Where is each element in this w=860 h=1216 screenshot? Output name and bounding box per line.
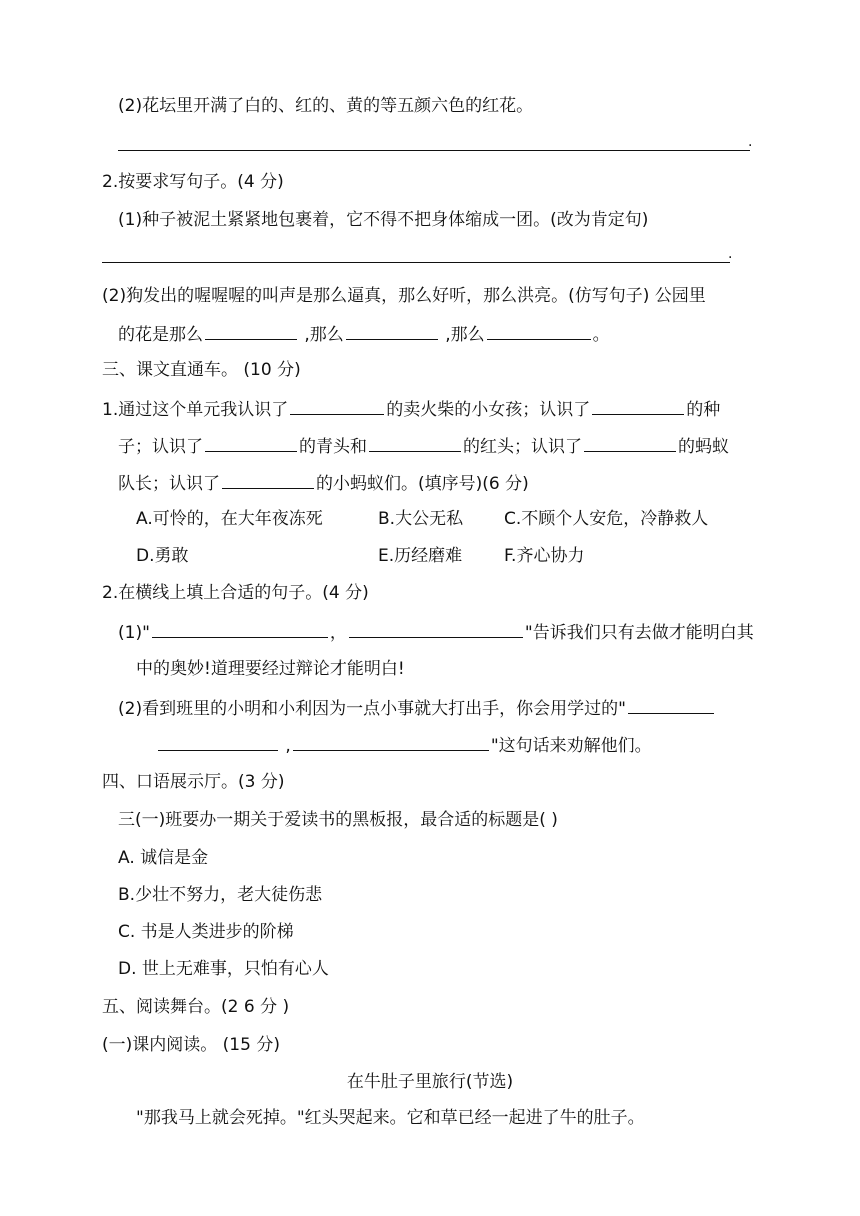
text-segment: 的种 (686, 400, 721, 420)
option-d: D. 世上无难事，只怕有心人 (118, 959, 329, 979)
question-text: 中的奥妙!道理要经过辩论才能明白! (136, 659, 405, 679)
option-b: B.少壮不努力，老大徒伤悲 (118, 885, 323, 905)
text-segment: 的青头和 (299, 437, 367, 457)
answer-blank[interactable] (158, 732, 278, 751)
option-a: A.可怜的，在大年夜冻死 (136, 509, 323, 529)
option-e: E.历经磨难 (378, 546, 463, 566)
text-segment: 。 (592, 325, 610, 345)
passage-text: "那我马上就会死掉。"红头哭起来。它和草已经一起进了牛的肚子。 (136, 1108, 645, 1128)
text-segment: 队长；认识了 (118, 474, 220, 494)
subsection-heading: (一)课内阅读。 (15 分) (102, 1035, 280, 1055)
text-segment: ,那么 (439, 325, 485, 345)
question-heading: 2.在横线上填上合适的句子。(4 分) (102, 583, 369, 603)
line-end-dot: . (748, 134, 753, 150)
text-segment: , (280, 736, 291, 756)
text-segment: (2)看到班里的小明和小利因为一点小事就大打出手，你会用学过的" (118, 699, 626, 719)
fill-in-line (118, 619, 754, 645)
question-text: (2)花坛里开满了白的、红的、黄的等五颜六色的红花。 (118, 96, 534, 116)
answer-blank[interactable] (592, 396, 684, 415)
answer-blank[interactable] (293, 732, 489, 751)
text-segment: "告诉我们只有去做才能明白其 (524, 623, 754, 643)
answer-blank[interactable] (369, 433, 461, 452)
line-end-dot: . (728, 246, 733, 262)
text-segment: (1)" (118, 623, 150, 643)
fill-in-line (156, 732, 652, 758)
option-b: B.大公无私 (378, 509, 464, 529)
answer-blank[interactable] (222, 470, 314, 489)
fill-in-line (118, 695, 716, 721)
text-segment: 的花是那么 (118, 325, 203, 345)
text-segment: 的卖火柴的小女孩；认识了 (386, 400, 591, 420)
section-heading: 五、阅读舞台。(2 6 分 ) (102, 997, 290, 1017)
text-segment: ,那么 (299, 325, 344, 345)
answer-blank[interactable] (487, 321, 591, 340)
question-text: (1)种子被泥土紧紧地包裹着，它不得不把身体缩成一团。(改为肯定句) (118, 210, 649, 230)
text-segment: 的蚂蚁 (678, 437, 729, 457)
fill-in-line (118, 433, 729, 459)
option-a: A. 诚信是金 (118, 848, 209, 868)
question-text: 三(一)班要办一期关于爱读书的黑板报，最合适的标题是( ) (118, 810, 558, 830)
answer-blank[interactable] (290, 396, 384, 415)
option-d: D.勇敢 (136, 546, 189, 566)
answer-blank[interactable] (205, 321, 297, 340)
text-segment: 的小蚂蚁们。(填序号)(6 分) (316, 474, 529, 494)
question-text: (2)狗发出的喔喔喔的叫声是那么逼真，那么好听，那么洪亮。(仿写句子) 公园里 (102, 286, 706, 306)
answer-blank[interactable] (346, 321, 438, 340)
text-segment: "这句话来劝解他们。 (490, 736, 652, 756)
text-segment: 的红头；认识了 (463, 437, 582, 457)
section-heading: 三、课文直通车。 (10 分) (102, 360, 301, 380)
answer-blank[interactable] (628, 695, 714, 714)
text-segment: 子；认识了 (118, 437, 203, 457)
answer-line[interactable] (102, 262, 730, 263)
section-heading: 四、口语展示厅。(3 分) (102, 772, 285, 792)
answer-blank[interactable] (584, 433, 676, 452)
option-f: F.齐心协力 (504, 546, 585, 566)
fill-in-line (102, 396, 720, 422)
fill-in-line (118, 321, 610, 347)
text-segment: ， (329, 623, 347, 643)
option-c: C. 书是人类进步的阶梯 (118, 922, 294, 942)
option-c: C.不顾个人安危，冷静救人 (504, 509, 709, 529)
passage-title: 在牛肚子里旅行(节选) (346, 1072, 514, 1092)
question-heading: 2.按要求写句子。(4 分) (102, 172, 284, 192)
answer-blank[interactable] (205, 433, 297, 452)
fill-in-line (118, 470, 529, 496)
text-segment: 1.通过这个单元我认识了 (102, 400, 289, 420)
answer-line[interactable] (118, 150, 750, 151)
answer-blank[interactable] (349, 619, 523, 638)
answer-blank[interactable] (152, 619, 328, 638)
